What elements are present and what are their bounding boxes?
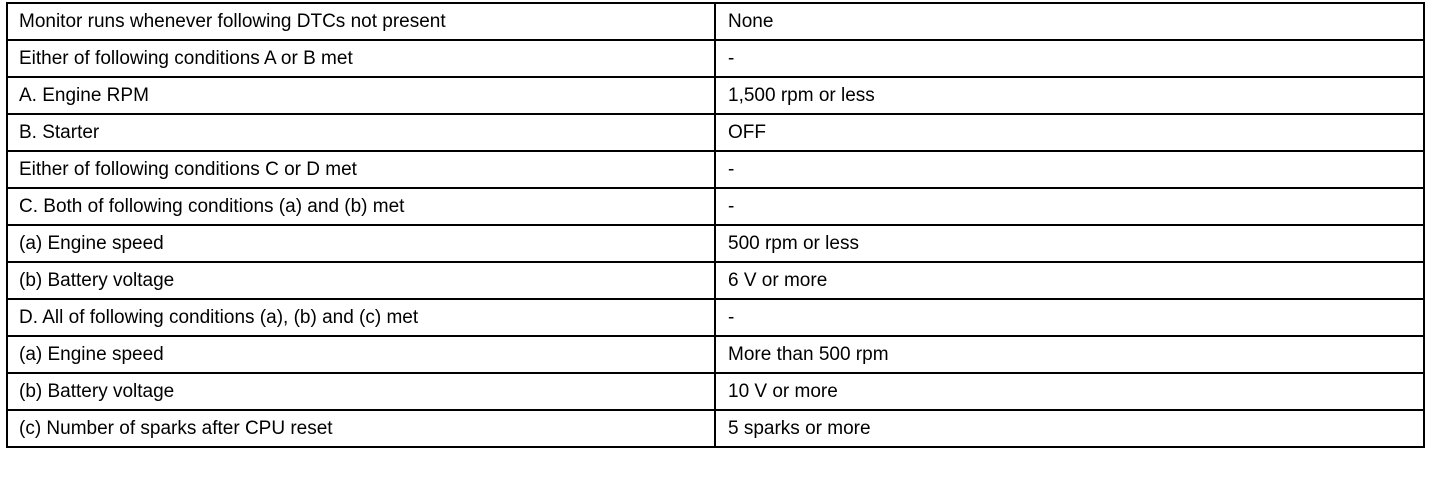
- table-row: [7, 225, 1424, 262]
- table-row: [7, 336, 1424, 373]
- table-row: [7, 373, 1424, 410]
- condition-value-cell: 5 sparks or more: [715, 410, 1424, 447]
- condition-value-cell: 1,500 rpm or less: [715, 77, 1424, 114]
- condition-value-cell: 10 V or more: [715, 373, 1424, 410]
- table-row: [7, 151, 1424, 188]
- condition-value-cell: 6 V or more: [715, 262, 1424, 299]
- condition-value-cell: 500 rpm or less: [715, 225, 1424, 262]
- condition-item-cell: (c) Number of sparks after CPU reset: [7, 410, 715, 447]
- condition-value-cell: OFF: [715, 114, 1424, 151]
- condition-value-cell: -: [715, 40, 1424, 77]
- condition-value-cell: -: [715, 299, 1424, 336]
- condition-item-cell: Either of following conditions C or D met: [7, 151, 715, 188]
- condition-item-cell: (b) Battery voltage: [7, 262, 715, 299]
- conditions-table: [6, 2, 1425, 448]
- conditions-table-body: [7, 3, 1424, 447]
- table-row: [7, 77, 1424, 114]
- condition-item-cell: Monitor runs whenever following DTCs not present: [7, 3, 715, 40]
- table-row: [7, 188, 1424, 225]
- table-row: [7, 40, 1424, 77]
- condition-value-cell: -: [715, 188, 1424, 225]
- table-row: [7, 299, 1424, 336]
- condition-item-cell: D. All of following conditions (a), (b) and (c) met: [7, 299, 715, 336]
- condition-value-cell: None: [715, 3, 1424, 40]
- condition-item-cell: C. Both of following conditions (a) and (b) met: [7, 188, 715, 225]
- condition-value-cell: -: [715, 151, 1424, 188]
- condition-item-cell: A. Engine RPM: [7, 77, 715, 114]
- table-row: [7, 262, 1424, 299]
- table-row: [7, 114, 1424, 151]
- condition-item-cell: Either of following conditions A or B met: [7, 40, 715, 77]
- table-row: [7, 3, 1424, 40]
- condition-item-cell: (a) Engine speed: [7, 336, 715, 373]
- condition-item-cell: B. Starter: [7, 114, 715, 151]
- condition-value-cell: More than 500 rpm: [715, 336, 1424, 373]
- condition-item-cell: (b) Battery voltage: [7, 373, 715, 410]
- table-row: [7, 410, 1424, 447]
- condition-item-cell: (a) Engine speed: [7, 225, 715, 262]
